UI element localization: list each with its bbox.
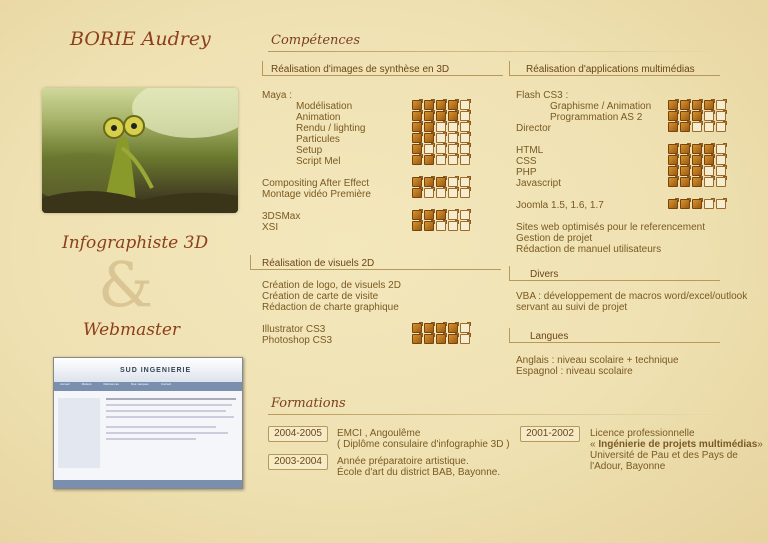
rating-cube-empty <box>716 199 726 209</box>
rating-cube-empty <box>460 210 470 220</box>
ampersand-decoration: & <box>98 248 154 321</box>
rating-cube-filled <box>412 210 422 220</box>
rating-cube-empty <box>716 100 726 110</box>
portrait-3d-image <box>42 88 238 213</box>
rating-cube-empty <box>436 221 446 231</box>
rating <box>412 111 470 121</box>
rating-cube-filled <box>424 111 434 121</box>
visuels2d-line: Rédaction de charte graphique <box>262 302 399 313</box>
rating-cube-filled <box>692 111 702 121</box>
rating-cube-empty <box>716 111 726 121</box>
rating-cube-empty <box>448 144 458 154</box>
rating-cube-empty <box>448 133 458 143</box>
rating-cube-filled <box>668 155 678 165</box>
maya-skill: Modélisation <box>296 101 353 112</box>
rating-cube-filled <box>424 133 434 143</box>
rating <box>412 100 470 110</box>
rating <box>412 334 470 344</box>
rating-cube-filled <box>412 323 422 333</box>
tab-synth3d: Réalisation d'images de synthèse en 3D <box>271 64 450 75</box>
rating-cube-filled <box>424 323 434 333</box>
maya-skill: Setup <box>296 145 323 156</box>
rating-cube-filled <box>424 122 434 132</box>
rating-cube-filled <box>680 122 690 132</box>
multimedia-extra: Rédaction de manuel utilisateurs <box>516 244 662 255</box>
formation-line: Université de Pau et des Pays de <box>590 450 738 461</box>
website-logo: SUD INGENIERIE <box>120 367 192 374</box>
title-infographiste: Infographiste 3D <box>62 233 209 253</box>
website-menu-item: Nos marques <box>130 382 149 386</box>
rating-cube-filled <box>448 100 458 110</box>
rating <box>412 210 470 220</box>
maya-label: Maya : <box>262 90 293 101</box>
rating <box>412 144 470 154</box>
rating-cube-filled <box>704 155 714 165</box>
formation-line: Année préparatoire artistique. <box>337 456 469 467</box>
rating-cube-filled <box>680 111 690 121</box>
3dsmax-skill: 3DSMax <box>262 211 301 222</box>
section-competences-title: Compétences <box>271 33 361 48</box>
rating-cube-empty <box>460 133 470 143</box>
rating-cube-filled <box>692 199 702 209</box>
formation-date: 2001-2002 <box>520 426 580 442</box>
rating-cube-filled <box>680 144 690 154</box>
web-skill: Javascript <box>516 178 562 189</box>
rating-cube-filled <box>680 166 690 176</box>
quote-close: » <box>757 439 763 450</box>
divers-line: servant au suivi de projet <box>516 302 628 313</box>
rating <box>412 133 470 143</box>
rating-cube-filled <box>680 155 690 165</box>
maya-skill: Rendu / lighting <box>296 123 366 134</box>
rating-cube-filled <box>692 144 702 154</box>
formation-line <box>590 439 763 450</box>
rating-cube-empty <box>460 144 470 154</box>
website-screenshot <box>53 357 243 489</box>
rating-cube-filled <box>412 133 422 143</box>
rating-cube-filled <box>448 323 458 333</box>
rating-cube-empty <box>704 177 714 187</box>
rating-cube-empty <box>436 188 446 198</box>
rating-cube-filled <box>680 100 690 110</box>
rating-cube-filled <box>668 144 678 154</box>
flash-skill: Graphisme / Animation <box>550 101 652 112</box>
rating-cube-empty <box>460 323 470 333</box>
rating <box>412 188 470 198</box>
rating-cube-empty <box>448 122 458 132</box>
section-underline <box>268 414 728 415</box>
rating-cube-empty <box>424 144 434 154</box>
rating-cube-empty <box>704 122 714 132</box>
rating-cube-filled <box>412 122 422 132</box>
rating-cube-empty <box>448 155 458 165</box>
section-underline <box>268 51 728 52</box>
website-menu-item: Références <box>103 382 119 386</box>
rating-cube-filled <box>412 100 422 110</box>
rating-cube-empty <box>436 122 446 132</box>
visuels2d-line: Création de logo, de visuels 2D <box>262 280 401 291</box>
tab-divers: Divers <box>530 269 559 280</box>
tab-langues: Langues <box>530 331 569 342</box>
rating-cube-filled <box>668 100 678 110</box>
multimedia-extra: Gestion de projet <box>516 233 593 244</box>
rating-cube-empty <box>460 221 470 231</box>
flash-label: Flash CS3 : <box>516 90 569 101</box>
divers-line: VBA : développement de macros word/excel/outlook <box>516 291 748 302</box>
rating-cube-empty <box>692 122 702 132</box>
rating-cube-empty <box>460 155 470 165</box>
rating <box>668 122 726 132</box>
langues-line: Espagnol : niveau scolaire <box>516 366 633 377</box>
formation-line: ( Diplôme consulaire d'infographie 3D ) <box>337 439 510 450</box>
rating-cube-filled <box>436 334 446 344</box>
director-skill: Director <box>516 123 552 134</box>
rating-cube-empty <box>424 188 434 198</box>
rating-cube-empty <box>704 166 714 176</box>
rating-cube-empty <box>716 177 726 187</box>
flash-skill: Programmation AS 2 <box>550 112 643 123</box>
rating-cube-filled <box>448 111 458 121</box>
rating-cube-empty <box>716 122 726 132</box>
rating-cube-filled <box>436 210 446 220</box>
formation-date: 2004-2005 <box>268 426 328 442</box>
montage-skill: Montage vidéo Première <box>262 189 371 200</box>
photoshop-skill: Photoshop CS3 <box>262 335 333 346</box>
rating <box>668 144 726 154</box>
rating-cube-empty <box>436 133 446 143</box>
illustrator-skill: Illustrator CS3 <box>262 324 326 335</box>
visuels2d-line: Création de carte de visite <box>262 291 379 302</box>
rating-cube-empty <box>716 155 726 165</box>
quote-open: « <box>590 439 599 450</box>
rating-cube-filled <box>668 199 678 209</box>
rating-cube-filled <box>412 155 422 165</box>
rating-cube-filled <box>412 188 422 198</box>
rating-cube-filled <box>412 111 422 121</box>
rating-cube-empty <box>704 199 714 209</box>
rating-cube-filled <box>424 221 434 231</box>
section-formations-title: Formations <box>271 396 346 411</box>
formation-line: Licence professionnelle <box>590 428 695 439</box>
rating <box>668 177 726 187</box>
rating-cube-filled <box>668 177 678 187</box>
rating-cube-filled <box>692 166 702 176</box>
rating-cube-filled <box>448 334 458 344</box>
rating <box>412 122 470 132</box>
compositing-skill: Compositing After Effect <box>262 178 370 189</box>
rating-cube-empty <box>716 166 726 176</box>
rating-cube-filled <box>668 111 678 121</box>
rating-cube-empty <box>448 188 458 198</box>
rating-cube-filled <box>436 100 446 110</box>
candidate-name: BORIE Audrey <box>70 28 211 50</box>
rating-cube-filled <box>412 177 422 187</box>
maya-skill: Script Mel <box>296 156 341 167</box>
rating-cube-empty <box>460 100 470 110</box>
website-menu-item: Contact <box>160 382 172 386</box>
rating <box>412 155 470 165</box>
rating-cube-empty <box>716 144 726 154</box>
website-menu-item: Métiers <box>81 382 92 386</box>
rating-cube-filled <box>412 334 422 344</box>
tab-multimedia: Réalisation d'applications multimédias <box>526 64 695 75</box>
rating-cube-filled <box>680 199 690 209</box>
rating <box>412 323 470 333</box>
rating <box>668 100 726 110</box>
rating-cube-filled <box>680 177 690 187</box>
rating <box>668 155 726 165</box>
rating-cube-empty <box>436 155 446 165</box>
rating-cube-filled <box>436 323 446 333</box>
rating-cube-filled <box>424 100 434 110</box>
rating <box>668 111 726 121</box>
joomla-skill: Joomla 1.5, 1.6, 1.7 <box>516 200 604 211</box>
title-webmaster: Webmaster <box>83 320 181 340</box>
rating-cube-empty <box>460 334 470 344</box>
rating-cube-empty <box>448 177 458 187</box>
langues-line: Anglais : niveau scolaire + technique <box>516 355 679 366</box>
rating-cube-empty <box>460 177 470 187</box>
rating-cube-empty <box>448 221 458 231</box>
formation-date: 2003-2004 <box>268 454 328 470</box>
tab-visuels2d: Réalisation de visuels 2D <box>262 258 375 269</box>
web-skill: HTML <box>516 145 544 156</box>
rating-cube-filled <box>424 155 434 165</box>
rating-cube-filled <box>704 144 714 154</box>
rating-cube-filled <box>668 166 678 176</box>
rating-cube-filled <box>424 334 434 344</box>
web-skill: PHP <box>516 167 537 178</box>
xsi-skill: XSI <box>262 222 279 233</box>
rating-cube-filled <box>704 100 714 110</box>
rating <box>668 166 726 176</box>
rating-cube-filled <box>424 210 434 220</box>
rating-cube-filled <box>692 100 702 110</box>
rating-cube-filled <box>692 177 702 187</box>
rating <box>412 177 470 187</box>
rating-cube-empty <box>460 122 470 132</box>
creature-illustration <box>42 88 238 213</box>
rating-cube-filled <box>436 111 446 121</box>
website-menu-item: Accueil <box>60 382 70 386</box>
rating <box>412 221 470 231</box>
rating-cube-filled <box>412 144 422 154</box>
rating-cube-filled <box>668 122 678 132</box>
rating-cube-empty <box>460 111 470 121</box>
rating-cube-filled <box>412 221 422 231</box>
maya-skill: Animation <box>296 112 341 123</box>
rating-cube-filled <box>692 155 702 165</box>
maya-skill: Particules <box>296 134 340 145</box>
rating-cube-empty <box>704 111 714 121</box>
formation-line: l'Adour, Bayonne <box>590 461 666 472</box>
formation-line: École d'art du district BAB, Bayonne. <box>337 467 501 478</box>
rating-cube-empty <box>436 144 446 154</box>
formation-line: EMCI , Angoulême <box>337 428 421 439</box>
rating-cube-empty <box>448 210 458 220</box>
web-skill: CSS <box>516 156 537 167</box>
rating <box>668 199 726 209</box>
formation-degree: Ingénierie de projets multimédias <box>598 439 758 450</box>
rating-cube-filled <box>436 177 446 187</box>
rating-cube-filled <box>424 177 434 187</box>
rating-cube-empty <box>460 188 470 198</box>
multimedia-extra: Sites web optimisés pour le referencement <box>516 222 705 233</box>
